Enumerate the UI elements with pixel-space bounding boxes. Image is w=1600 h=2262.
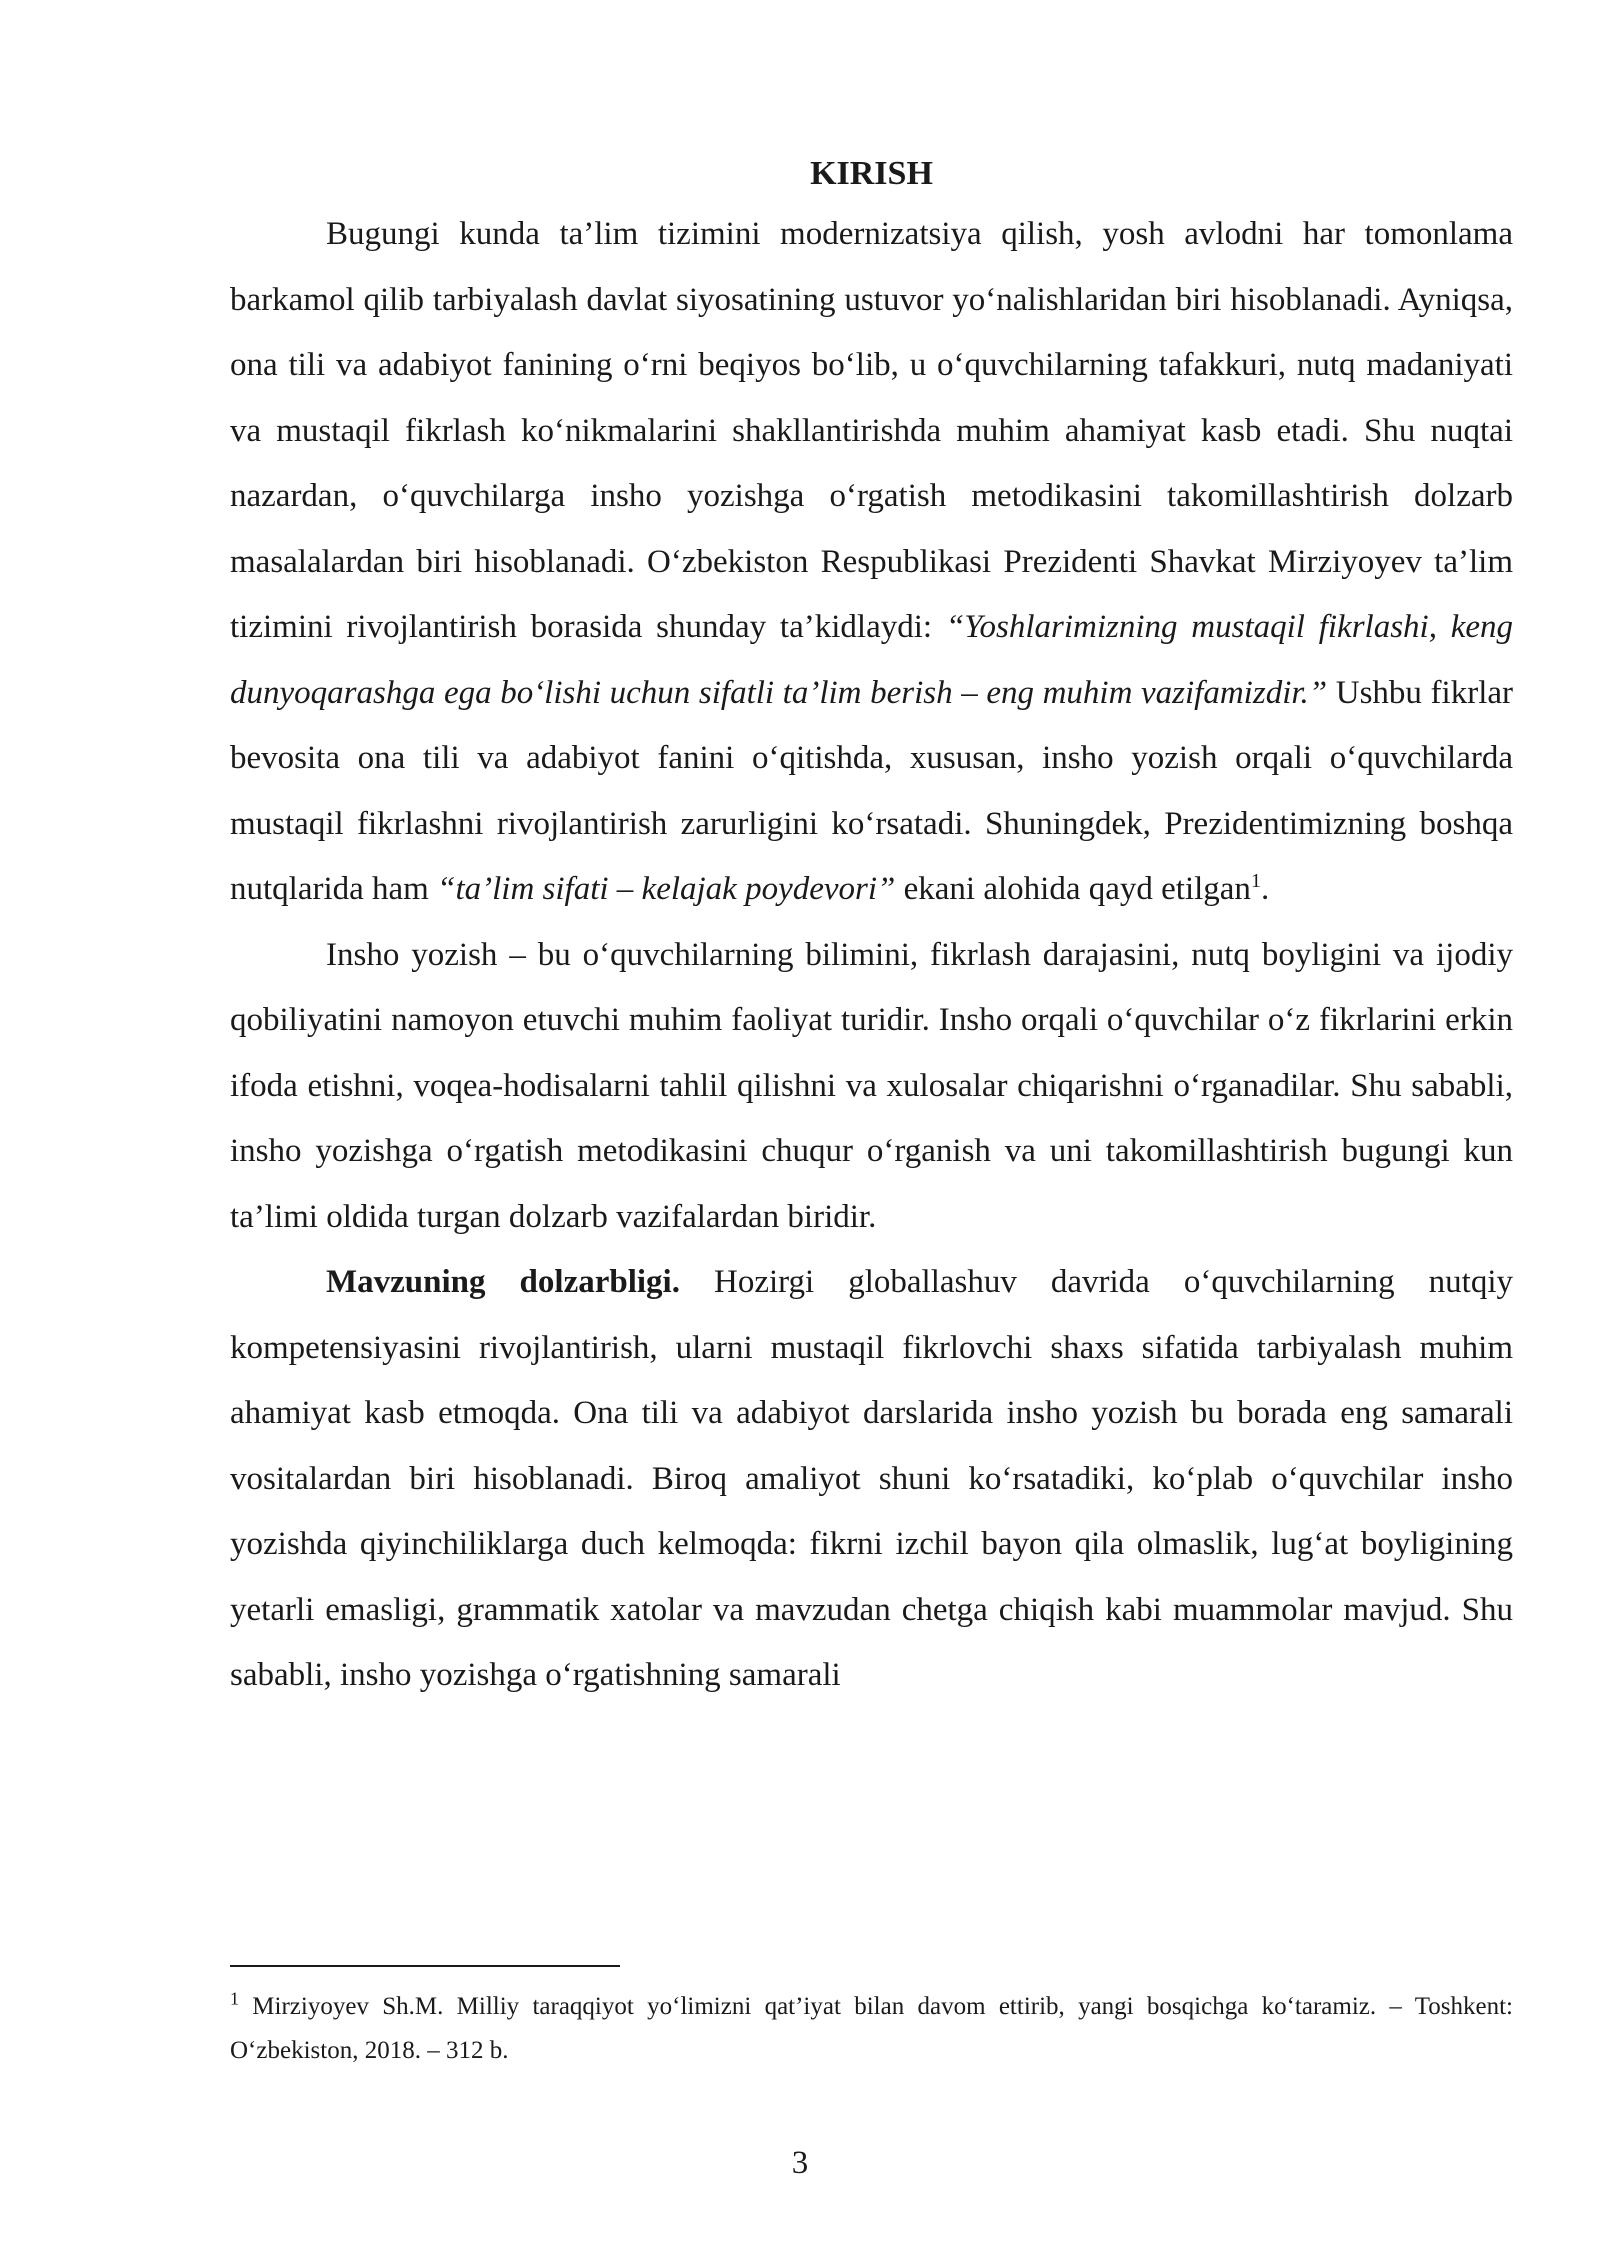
relevance-paragraph [230,1250,1513,1709]
president-quote-1: “Yoshlarimizning mustaqil fikrlashi, keng dunyoqarashga ega bo‘lishi uchun sifatli ta’lim berish – eng muhim vazifamizdir.” [230,609,1514,711]
section-heading: KIRISH [810,155,933,192]
intro-text-end: . [1260,871,1270,907]
footnote-mark: 1 [230,1988,239,2009]
president-quote-2: “ta’lim sifati – kelajak poydevori” [437,871,896,907]
footnote-reference[interactable]: 1 [1250,870,1261,892]
relevance-lead: Mavzuning dolzarbligi. [326,1264,680,1300]
intro-text-part-1: Bugungi kunda ta’lim tizimini modernizatsiya qilish, yosh avlodni har tomonlama barkamol qilib tarbiyalash davlat siyosatining ustuvor yo‘nalishlaridan biri hisoblanadi. Ayniqsa, ona tili va adabiyot fanining o‘rni beqiyos bo‘lib, u o‘quvchilarning tafakkuri, nutq madaniyati va mustaqil fikrlash ko‘nikmalarini shakllantirishda muhim ahamiyat kasb etadi. Shu nuqtai nazardan, o‘quvchilarga insho yozishga o‘rgatish metodikasini takomillashtirish dolzarb masalalardan biri hisoblanadi. O‘zbekiston Respublikasi Prezidenti Shavkat Mirziyoyev ta’lim tizimini rivojlantirish borasida shunday ta’kidlaydi: [230,216,1513,645]
relevance-text: Hozirgi globallashuv davrida o‘quvchilarning nutqiy kompetensiyasini rivojlantirish, ularni mustaqil fikrlovchi shaxs sifatida tarbiyalash muhim ahamiyat kasb etmoqda. Ona tili va adabiyot darslarida insho yozish bu borada eng samarali vositalardan biri hisoblanadi. Biroq amaliyot shuni ko‘rsatadiki, ko‘plab o‘quvchilar insho yozishda qiyinchiliklarga duch kelmoqda: fikrni izchil bayon qila olmaslik, lug‘at boyligining yetarli emasligi, grammatik xatolar va mavzudan chetga chiqish kabi muammolar mavjud. Shu sababli, insho yozishga o‘rgatishning samarali [230,1264,1513,1693]
footnote-separator [230,1965,620,1967]
page-body [230,148,1513,1709]
footnote [230,1985,1513,2073]
essay-paragraph: Insho yozish – bu o‘quvchilarning bilimini, fikrlash darajasini, nutq boyligini va ijodiy qobiliyatini namoyon etuvchi muhim faoliyat turidir. Insho orqali o‘quvchilar o‘z fikrlarini erkin ifoda etishni, voqea-hodisalarni tahlil qilishni va xulosalar chiqarishni o‘rganadilar. Shu sababli, insho yozishga o‘rgatish metodikasini chuqur o‘rganish va uni takomillashtirish bugungi kun ta’limi oldida turgan dolzarb vazifalardan biridir. [230,936,1513,1235]
footnote-text: Mirziyoyev Sh.M. Milliy taraqqiyot yo‘limizni qat’iyat bilan davom ettirib, yangi bosqichga ko‘taramiz. – Toshkent: O‘zbekiston, 2018. – 312 b. [230,1993,1513,2064]
page-number: 3 [791,2145,809,2181]
intro-text-part-3: ekani alohida qayd etilgan [895,871,1251,907]
intro-paragraph [230,202,1513,923]
intro-text-part-2: Ushbu fikrlar bevosita ona tili va adabiyot fanini o‘qitishda, xususan, insho yozish orqali o‘quvchilarda mustaqil fikrlashni rivojlantirish zarurligini ko‘rsatadi. Shuningdek, Prezidentimizning boshqa nutqlarida ham [230,674,1513,907]
